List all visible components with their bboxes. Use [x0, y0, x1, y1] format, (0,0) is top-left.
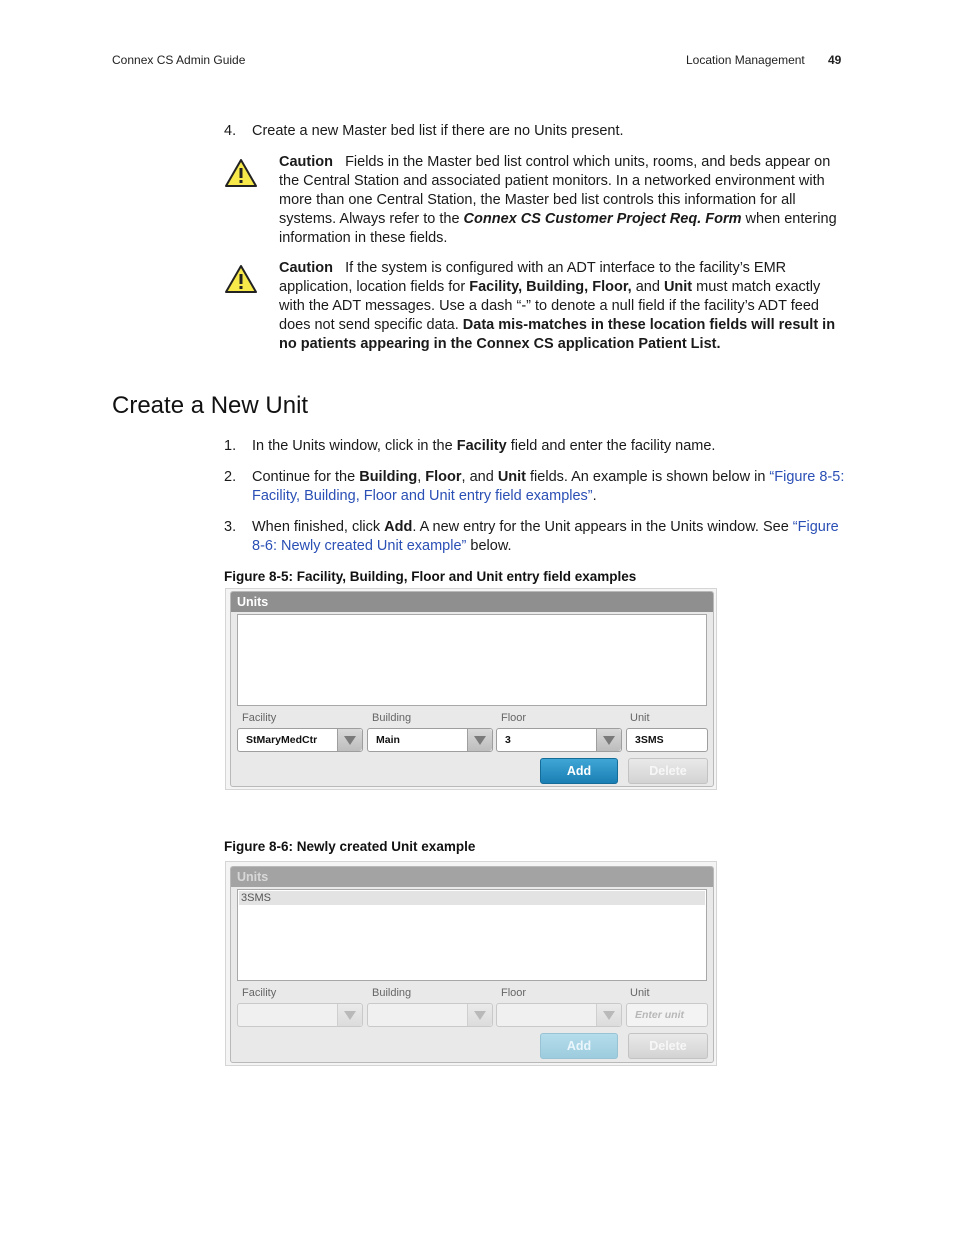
caution-2-warning: Data mis-matches in these location fields will result in no patients appearing in the Connex CS application Patient List. — [279, 317, 836, 352]
facility-dropdown-button[interactable] — [337, 729, 362, 751]
unit-input[interactable] — [626, 728, 708, 752]
facility-dropdown-button[interactable] — [337, 1004, 362, 1026]
caution-2-body-a: If the system is configured with an ADT interface to the facility’s EMR application, location fields for — [279, 260, 787, 295]
units-panel-title: Units — [231, 592, 713, 612]
units-list[interactable] — [237, 889, 707, 981]
step-1-c: field and enter the facility name. — [506, 438, 716, 454]
floor-value: 3 — [505, 734, 511, 746]
delete-button[interactable]: Delete — [628, 758, 708, 784]
step-2-number: 2. — [224, 469, 237, 485]
floor-label: Floor — [501, 712, 527, 724]
facility-label: Facility — [242, 712, 277, 724]
units-panel — [230, 591, 714, 787]
list-item[interactable]: 3SMS — [239, 891, 705, 905]
step-3-a: When finished, click — [252, 519, 385, 535]
figure-8-5-caption: Figure 8-5: Facility, Building, Floor and Unit entry field examples — [224, 569, 637, 584]
step-2-sep2: , and — [461, 469, 498, 485]
unit-label: Unit — [630, 987, 650, 999]
step-1-number: 1. — [224, 438, 237, 454]
add-button[interactable]: Add — [540, 758, 618, 784]
facility-value: StMaryMedCtr — [246, 734, 318, 746]
building-label: Building — [372, 987, 412, 999]
units-list[interactable] — [237, 614, 707, 706]
units-panel-title: Units — [231, 867, 713, 887]
add-button[interactable]: Add — [540, 1033, 618, 1059]
building-label: Building — [372, 712, 412, 724]
caution-icon — [224, 158, 258, 188]
figure-8-6-screenshot — [225, 861, 717, 1066]
unit-value: 3SMS — [635, 734, 664, 746]
step-2-a: Continue for the — [252, 469, 360, 485]
caution-label: Caution — [279, 260, 333, 276]
step-1-a: In the Units window, click in the — [252, 438, 457, 454]
chevron-down-icon — [474, 1011, 486, 1020]
step-2-c: fields. An example is shown below in — [526, 469, 770, 485]
caution-2-text — [279, 259, 839, 354]
caution-2-fields: Facility, Building, Floor, — [469, 279, 632, 295]
facility-combo[interactable] — [237, 728, 363, 752]
figure-8-6-link[interactable]: “Figure 8-6: Newly created Unit example” — [252, 519, 839, 554]
building-combo[interactable] — [367, 1003, 493, 1027]
caution-1-body-a: Fields in the Master bed list control which units, rooms, and beds appear on the Central Station and associated patient monitors. In a networked environment with more than one Central Station, the Master bed list controls this information for all systems. Always refer to the — [279, 154, 831, 227]
chevron-down-icon — [474, 736, 486, 745]
floor-dropdown-button[interactable] — [596, 1004, 621, 1026]
facility-combo[interactable] — [237, 1003, 363, 1027]
page-number: 49 — [828, 53, 842, 67]
step-4-number: 4. — [224, 123, 237, 139]
figure-8-5-screenshot — [225, 588, 717, 790]
chevron-down-icon — [603, 1011, 615, 1020]
unit-input[interactable] — [626, 1003, 708, 1027]
step-2-text — [252, 468, 852, 506]
doc-title: Connex CS Admin Guide — [112, 53, 246, 67]
section-title: Create a New Unit — [112, 392, 309, 419]
step-3-number: 3. — [224, 519, 237, 535]
step-1-text — [252, 437, 852, 456]
figure-8-5-link[interactable]: “Figure 8-5: Facility, Building, Floor and Unit entry field examples” — [252, 469, 845, 504]
step-3-c: . A new entry for the Unit appears in the Units window. See — [412, 519, 793, 535]
unit-label: Unit — [630, 712, 650, 724]
step-2-unit: Unit — [497, 469, 526, 485]
step-3-end: below. — [466, 538, 512, 554]
header-section: Location Management — [686, 53, 805, 67]
caution-2-and: and — [631, 279, 664, 295]
step-2-floor: Floor — [425, 469, 462, 485]
building-value: Main — [376, 734, 400, 746]
unit-placeholder: Enter unit — [635, 1009, 684, 1021]
facility-label: Facility — [242, 987, 277, 999]
building-combo[interactable] — [367, 728, 493, 752]
step-1-facility: Facility — [456, 438, 507, 454]
units-panel — [230, 866, 714, 1063]
caution-1-text — [279, 153, 839, 248]
step-3-add: Add — [384, 519, 413, 535]
chevron-down-icon — [344, 1011, 356, 1020]
caution-2-body-b: must match exactly with the ADT messages. Use a dash “-” to denote a null field if the facility’s ADT feed does not send specific data. — [279, 279, 821, 333]
floor-dropdown-button[interactable] — [596, 729, 621, 751]
chevron-down-icon — [603, 736, 615, 745]
step-4-text: Create a new Master bed list if there are no Units present. — [252, 123, 624, 139]
caution-icon — [224, 264, 258, 294]
step-2-sep1: , — [417, 469, 426, 485]
caution-2-unit: Unit — [663, 279, 693, 295]
caution-1-doc-ref: Connex CS Customer Project Req. Form — [463, 211, 742, 227]
step-3-text — [252, 518, 847, 556]
caution-1-body-b: when entering information in these fields. — [279, 211, 837, 246]
floor-combo[interactable] — [496, 728, 622, 752]
step-2-end: . — [592, 488, 597, 504]
caution-label: Caution — [279, 154, 333, 170]
building-dropdown-button[interactable] — [467, 729, 492, 751]
chevron-down-icon — [344, 736, 356, 745]
floor-combo[interactable] — [496, 1003, 622, 1027]
building-dropdown-button[interactable] — [467, 1004, 492, 1026]
floor-label: Floor — [501, 987, 527, 999]
step-2-building: Building — [359, 469, 418, 485]
figure-8-6-caption: Figure 8-6: Newly created Unit example — [224, 839, 476, 854]
delete-button[interactable]: Delete — [628, 1033, 708, 1059]
